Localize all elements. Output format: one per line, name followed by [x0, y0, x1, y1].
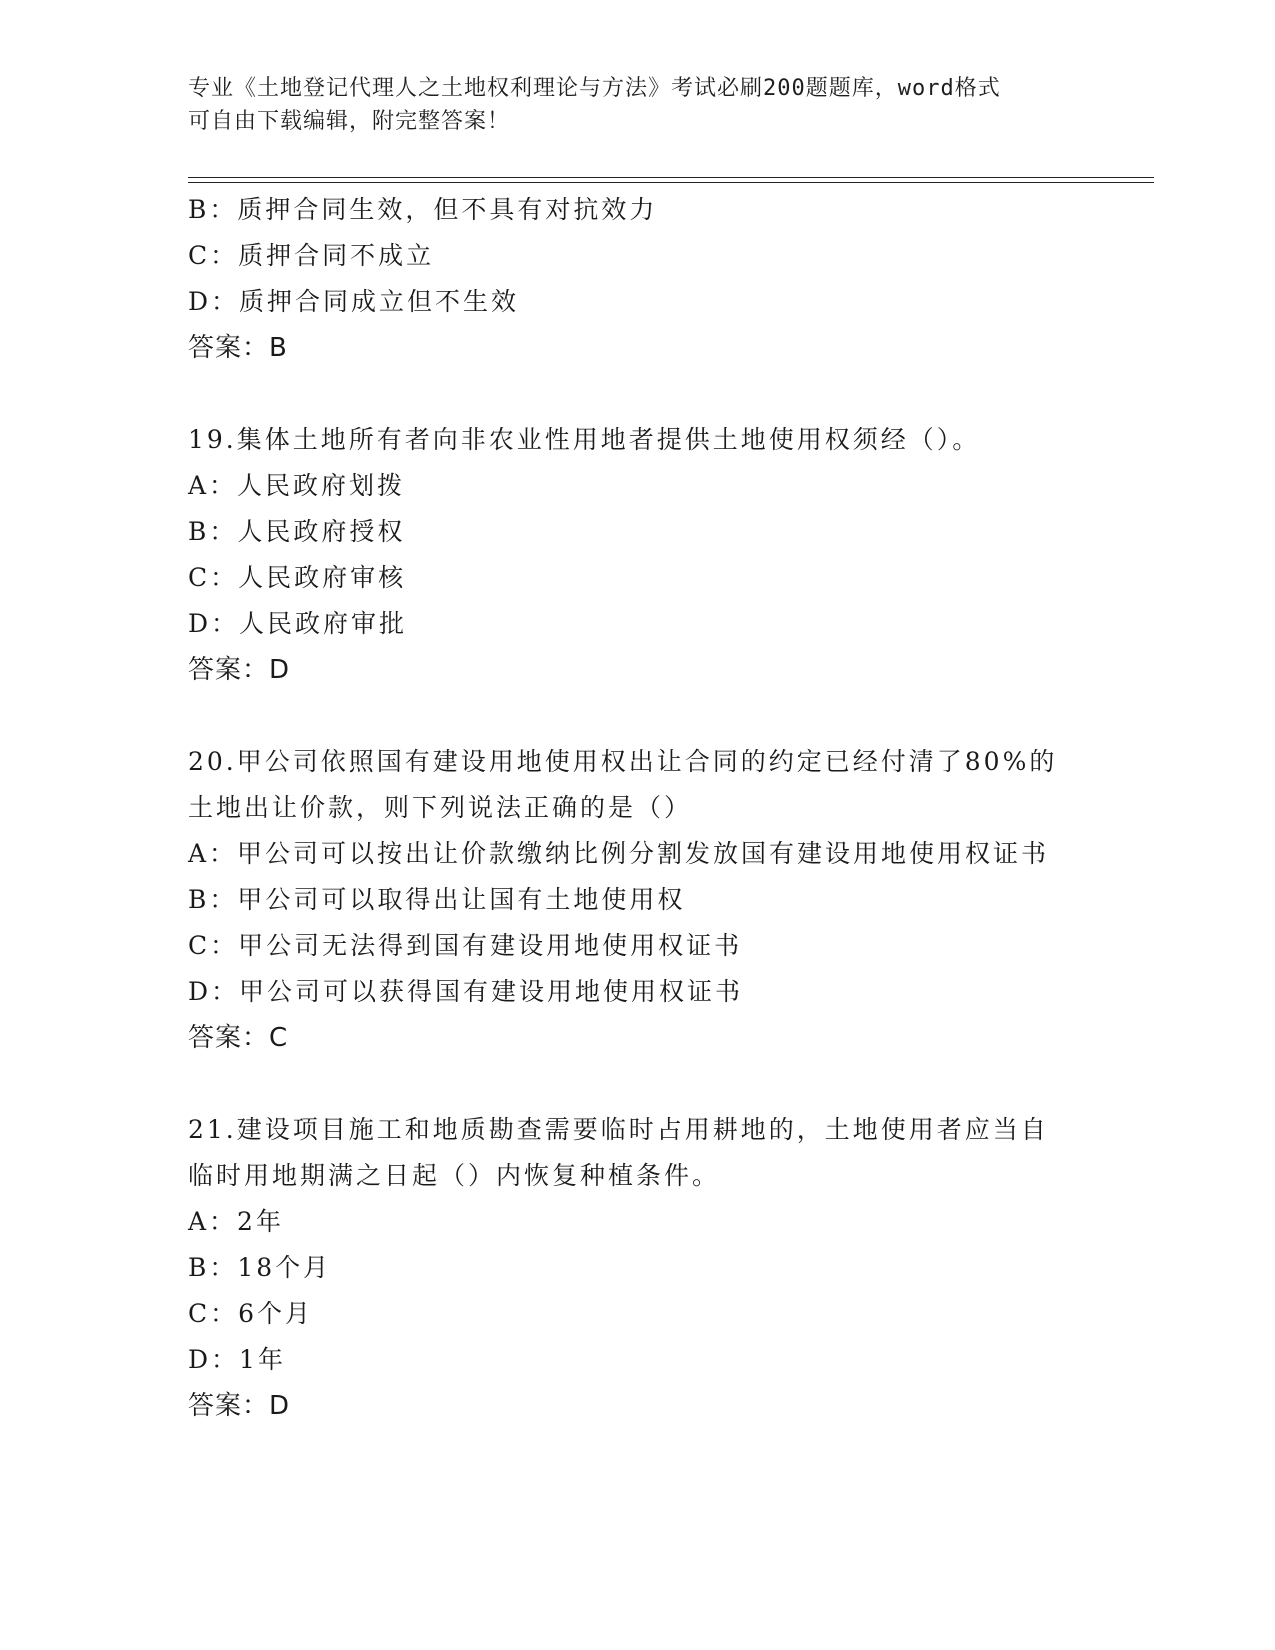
question-block-20: [188, 739, 1088, 1061]
question-stem-continued: 土地出让价款，则下列说法正确的是（）: [188, 793, 693, 822]
option-b: B：18个月: [188, 1253, 332, 1282]
option-d: D：质押合同成立但不生效: [188, 287, 520, 316]
option-a: A：甲公司可以按出让价款缴纳比例分割发放国有建设用地使用权证书: [188, 839, 1050, 868]
question-list: [188, 187, 1088, 1429]
option-d: D：人民政府审批: [188, 609, 408, 638]
header-divider-top: [188, 177, 1154, 178]
question-stem: 21.建设项目施工和地质勘查需要临时占用耕地的，土地使用者应当自: [188, 1115, 1049, 1144]
answer-line: 答案：C: [188, 1023, 289, 1053]
question-block-21: [188, 1107, 1088, 1429]
option-a: A：2年: [188, 1207, 284, 1236]
option-b: B：甲公司可以取得出让国有土地使用权: [188, 885, 686, 914]
option-a: A：人民政府划拨: [188, 471, 406, 500]
question-block-18-continued: [188, 187, 1088, 371]
option-d: D：甲公司可以获得国有建设用地使用权证书: [188, 977, 744, 1006]
option-c: C：6个月: [188, 1299, 314, 1328]
spacer: [188, 693, 1088, 739]
option-d: D：1年: [188, 1345, 286, 1374]
answer-line: 答案：D: [188, 655, 291, 685]
option-c: C：人民政府审核: [188, 563, 407, 592]
option-c: C：质押合同不成立: [188, 241, 435, 270]
answer-line: 答案：D: [188, 1391, 291, 1421]
document-header: [188, 72, 1088, 138]
spacer: [188, 371, 1088, 417]
option-c: C：甲公司无法得到国有建设用地使用权证书: [188, 931, 743, 960]
header-line-2: 可自由下载编辑，附完整答案！: [188, 109, 511, 134]
question-stem: 20.甲公司依照国有建设用地使用权出让合同的约定已经付清了80%的: [188, 747, 1058, 776]
question-block-19: [188, 417, 1088, 693]
question-stem-continued: 临时用地期满之日起（）内恢复种植条件。: [188, 1161, 721, 1190]
option-b: B：人民政府授权: [188, 517, 406, 546]
header-line-1: 专业《土地登记代理人之土地权利理论与方法》考试必刷200题题库，word格式: [188, 76, 1001, 101]
question-stem: 19.集体土地所有者向非农业性用地者提供土地使用权须经（）。: [188, 425, 981, 454]
option-b: B：质押合同生效，但不具有对抗效力: [188, 195, 658, 224]
answer-line: 答案：B: [188, 333, 288, 363]
header-divider-bottom: [188, 182, 1154, 183]
spacer: [188, 1061, 1088, 1107]
